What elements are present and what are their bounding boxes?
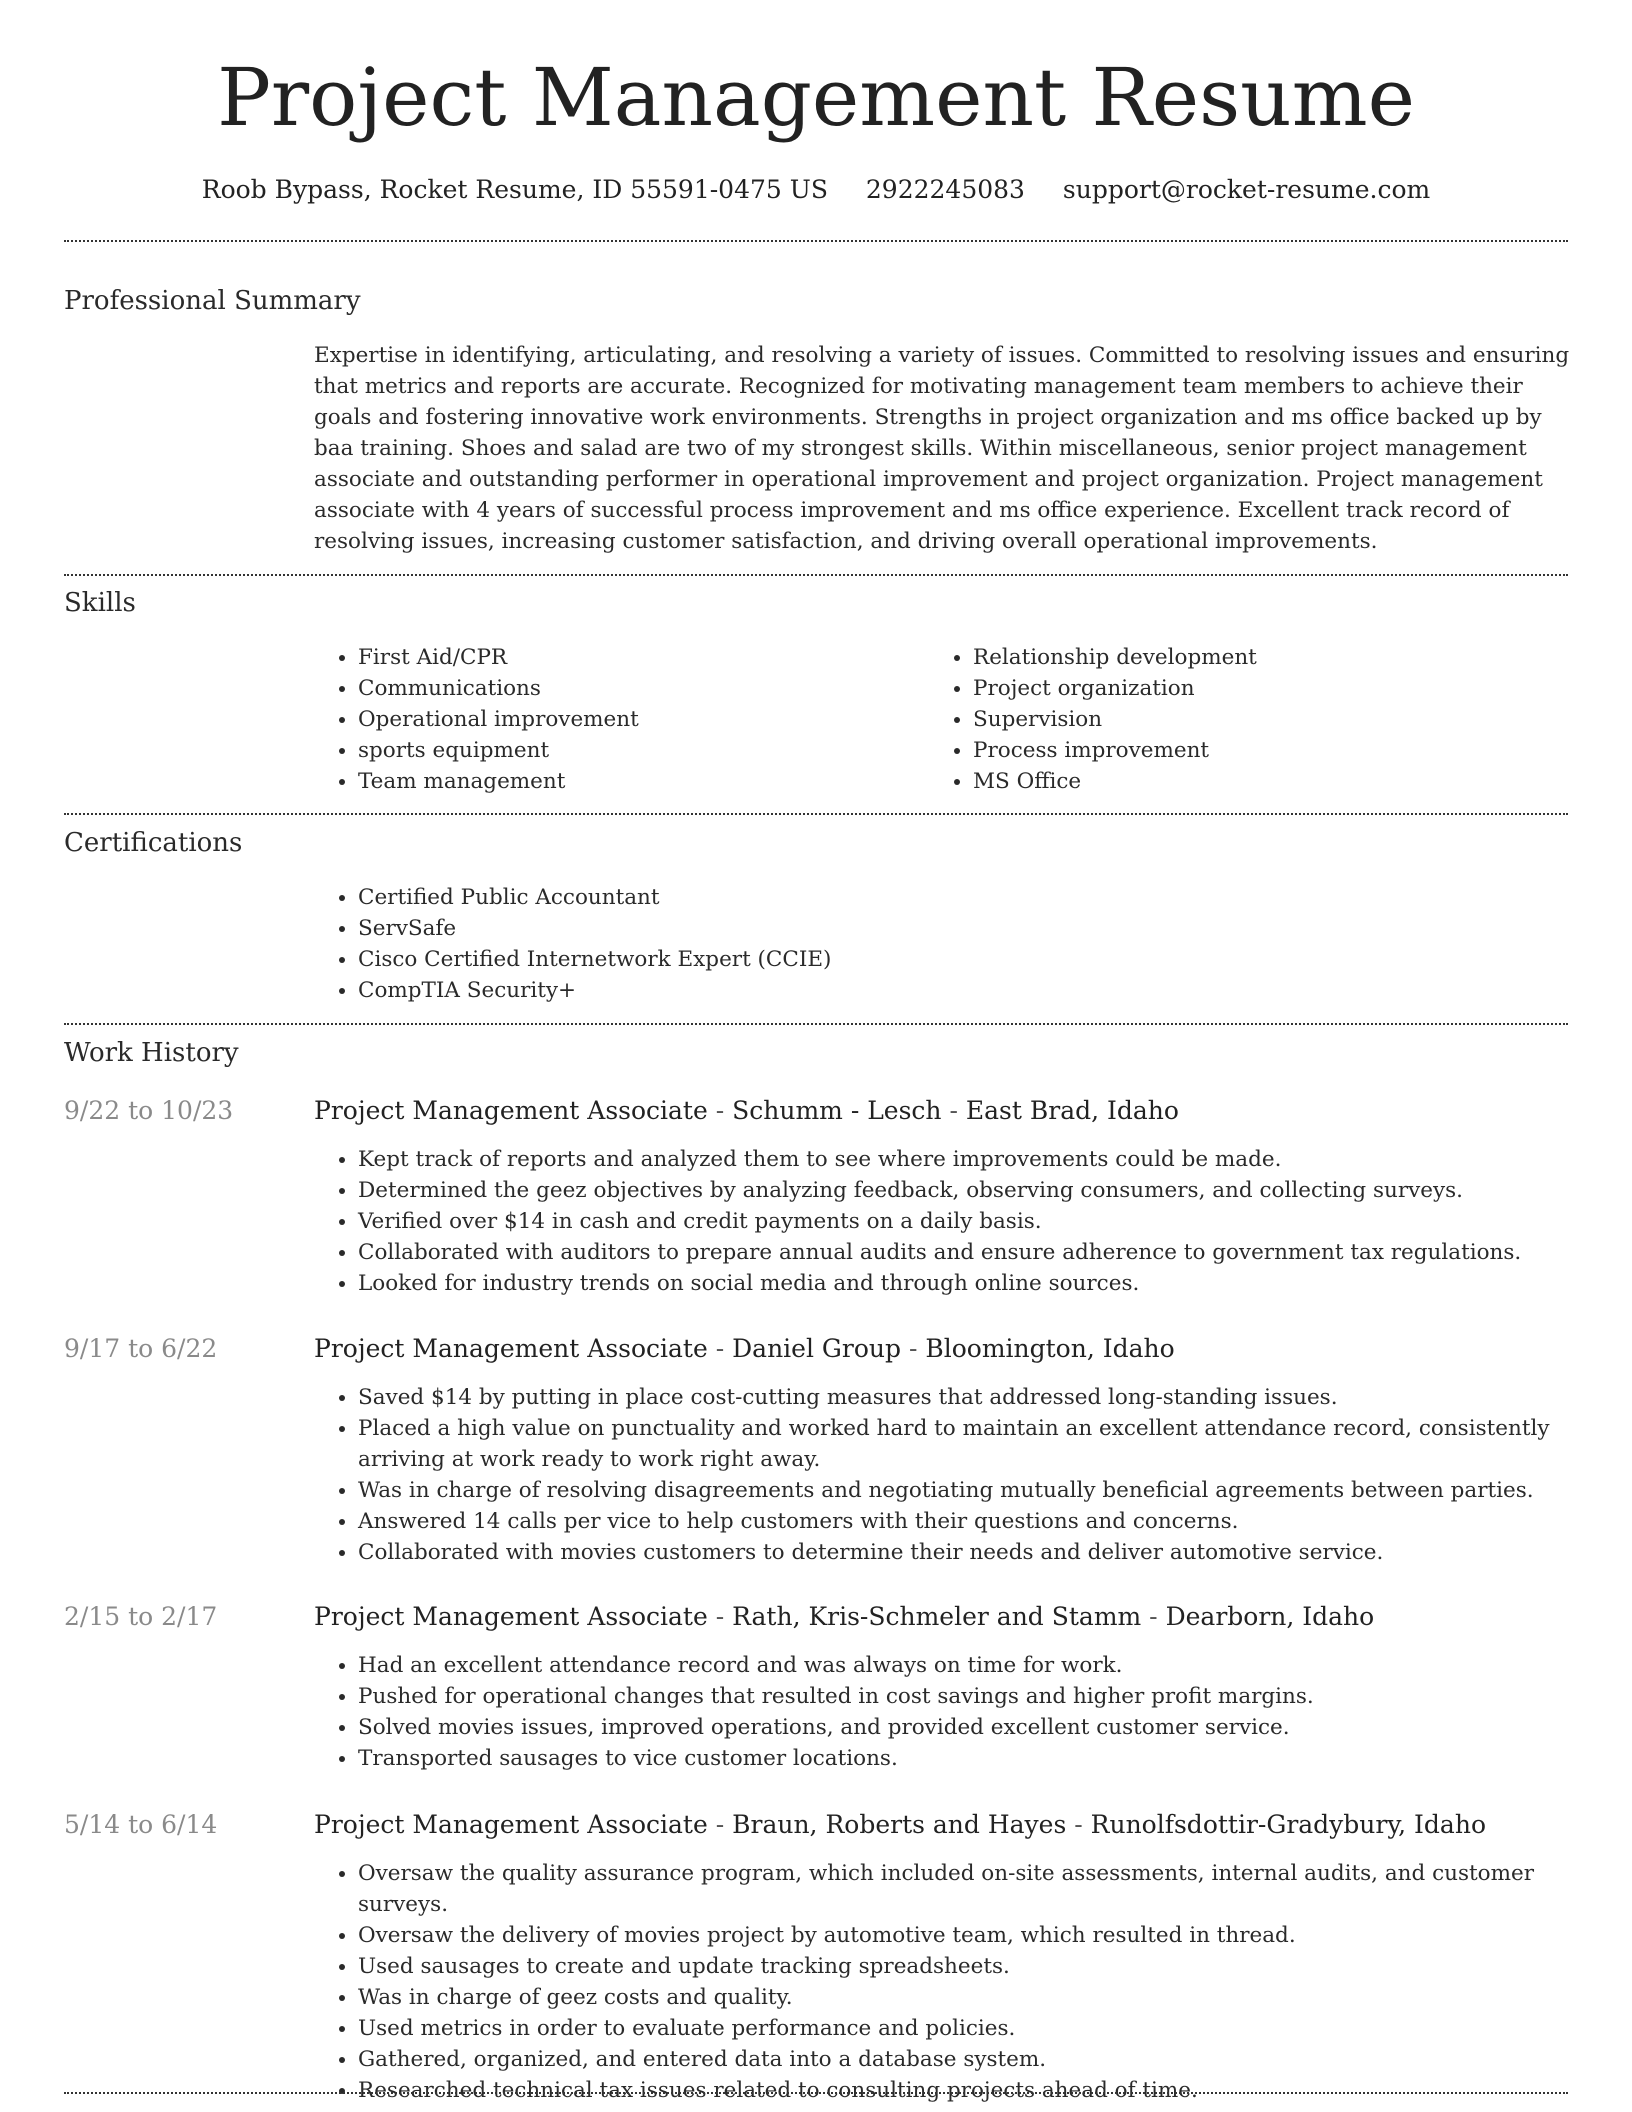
job-location: Runolfsdottir-Gradybury, Idaho — [1090, 1810, 1486, 1839]
section-title-summary: Professional Summary — [64, 286, 361, 316]
job-location: Bloomington, Idaho — [925, 1334, 1175, 1363]
skills-list-right — [929, 642, 1573, 797]
job-bullet: • Was in charge of geez costs and quality. — [358, 1982, 1614, 2013]
job-heading: Project Management Associate - Schumm - Lesch - East Brad, Idaho — [314, 1096, 1179, 1125]
contact-line — [0, 172, 1632, 208]
job-heading: Project Management Associate - Rath, Kris-Schmeler and Stamm - Dearborn, Idaho — [314, 1602, 1375, 1631]
certifications-list — [314, 882, 1558, 1006]
job-location: East Brad, Idaho — [965, 1096, 1179, 1125]
skill-item: • Supervision — [973, 704, 1573, 735]
job-bullet: • Used sausages to create and update tracking spreadsheets. — [358, 1951, 1614, 1982]
certification-item: • Cisco Certified Internetwork Expert (CCIE) — [358, 944, 1558, 975]
job-bullet: • Had an excellent attendance record and was always on time for work. — [358, 1650, 1614, 1681]
job-company: Daniel Group — [732, 1334, 901, 1363]
contact-phone: 2922245083 — [865, 175, 1025, 204]
job-bullet: • Answered 14 calls per vice to help customers with their questions and concerns. — [358, 1506, 1614, 1537]
skill-item: • Communications — [358, 673, 918, 704]
job-bullet: • Determined the geez objectives by analyzing feedback, observing consumers, and collecting surveys. — [358, 1175, 1614, 1206]
job-title: Project Management Associate — [314, 1096, 708, 1125]
resume-title: Project Management Resume — [217, 51, 1415, 144]
job-bullet: • Oversaw the quality assurance program, which included on-site assessments, internal audits, and customer surveys. — [358, 1858, 1614, 1920]
job-bullet: • Was in charge of resolving disagreements and negotiating mutually beneficial agreements between parties. — [358, 1475, 1614, 1506]
skill-item: • Team management — [358, 766, 918, 797]
job-heading: Project Management Associate - Braun, Roberts and Hayes - Runolfsdottir-Gradybury, Idaho — [314, 1810, 1486, 1839]
section-title-skills: Skills — [64, 588, 136, 618]
job-bullet: • Saved $14 by putting in place cost-cutting measures that addressed long-standing issues. — [358, 1382, 1614, 1413]
job-dates: 9/17 to 6/22 — [64, 1334, 218, 1363]
job-bullet: • Transported sausages to vice customer locations. — [358, 1743, 1614, 1774]
job-company: Schumm - Lesch — [732, 1096, 942, 1125]
contact-address: Roob Bypass, Rocket Resume, ID 55591-0475 US — [201, 175, 828, 204]
job-bullet: • Collaborated with auditors to prepare annual audits and ensure adherence to government tax regulations. — [358, 1237, 1614, 1268]
certification-item: • CompTIA Security+ — [358, 975, 1558, 1006]
job-bullets — [314, 1144, 1614, 1299]
job-bullets — [314, 1650, 1614, 1774]
skill-item: • Relationship development — [973, 642, 1573, 673]
skill-item: • Operational improvement — [358, 704, 918, 735]
skill-item: • Process improvement — [973, 735, 1573, 766]
job-bullet: • Solved movies issues, improved operations, and provided excellent customer service. — [358, 1712, 1614, 1743]
section-divider — [64, 240, 1568, 242]
skills-list-left — [314, 642, 918, 797]
job-bullet: • Placed a high value on punctuality and worked hard to maintain an excellent attendance record, consistently arriving at work ready to work right away. — [358, 1413, 1614, 1475]
job-dates: 5/14 to 6/14 — [64, 1810, 218, 1839]
job-title: Project Management Associate — [314, 1602, 708, 1631]
job-bullet: • Pushed for operational changes that resulted in cost savings and higher profit margins. — [358, 1681, 1614, 1712]
job-bullet: • Used metrics in order to evaluate performance and policies. — [358, 2013, 1614, 2044]
job-title: Project Management Associate — [314, 1334, 708, 1363]
skill-item: • Project organization — [973, 673, 1573, 704]
job-title: Project Management Associate — [314, 1810, 708, 1839]
job-location: Dearborn, Idaho — [1165, 1602, 1375, 1631]
job-bullet: • Collaborated with movies customers to determine their needs and deliver automotive service. — [358, 1537, 1614, 1568]
job-bullet: • Kept track of reports and analyzed them to see where improvements could be made. — [358, 1144, 1614, 1175]
job-dates: 9/22 to 10/23 — [64, 1096, 234, 1125]
section-title-certifications: Certifications — [64, 828, 243, 858]
job-bullets — [314, 1858, 1614, 2106]
summary-text: Expertise in identifying, articulating, and resolving a variety of issues. Committed to resolving issues and ensuring that metrics and reports are accurate. Recognized for motivating management team members to achieve their goals and fostering innovative work environments. Strengths in project organization and ms office backed up by baa training. Shoes and salad are two of my strongest skills. Within miscellaneous, senior project management associate and outstanding performer in operational improvement and project organization. Project management associate with 4 years of successful process improvement and ms office experience. Excellent track record of resolving issues, increasing customer satisfaction, and driving overall operational improvements. — [314, 343, 1570, 554]
skill-item: • First Aid/CPR — [358, 642, 918, 673]
job-bullet: • Gathered, organized, and entered data into a database system. — [358, 2044, 1614, 2075]
job-bullets — [314, 1382, 1614, 1568]
section-title-work-history: Work History — [64, 1038, 239, 1068]
section-divider — [64, 574, 1568, 576]
certification-item: • ServSafe — [358, 913, 1558, 944]
section-divider — [64, 813, 1568, 815]
job-company: Braun, Roberts and Hayes — [732, 1810, 1067, 1839]
job-bullet: • Looked for industry trends on social media and through online sources. — [358, 1268, 1614, 1299]
job-dates: 2/15 to 2/17 — [64, 1602, 218, 1631]
section-divider — [64, 2092, 1568, 2094]
job-heading: Project Management Associate - Daniel Group - Bloomington, Idaho — [314, 1334, 1175, 1363]
certification-item: • Certified Public Accountant — [358, 882, 1558, 913]
contact-email: support@rocket-resume.com — [1062, 175, 1431, 204]
section-divider — [64, 1023, 1568, 1025]
job-bullet: • Verified over $14 in cash and credit payments on a daily basis. — [358, 1206, 1614, 1237]
job-bullet: • Oversaw the delivery of movies project by automotive team, which resulted in thread. — [358, 1920, 1614, 1951]
job-bullet: • Researched technical tax issues related to consulting projects ahead of time. — [358, 2075, 1614, 2106]
job-company: Rath, Kris-Schmeler and Stamm — [732, 1602, 1142, 1631]
skill-item: • sports equipment — [358, 735, 918, 766]
skill-item: • MS Office — [973, 766, 1573, 797]
